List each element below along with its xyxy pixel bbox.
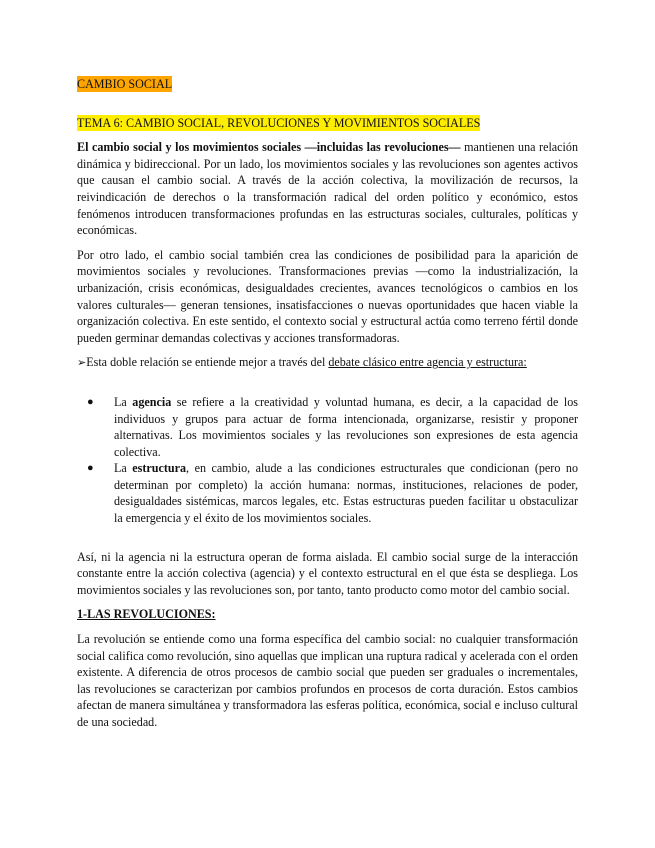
document-body: [77, 76, 578, 731]
section-1-heading: [77, 606, 578, 623]
bullet-post: , en cambio, alude a las condiciones estructurales que condicionan (pero no determinan por completo) la acción humana: normas, instituciones, relaciones de poder, desigualdades sistémicas, marcos legales, etc. Estas estructuras pueden facilitar u obstaculizar la emergencia y el éxito de los movimientos sociales.: [114, 461, 578, 526]
doc-subtitle: TEMA 6: CAMBIO SOCIAL, REVOLUCIONES Y MOVIMIENTOS SOCIALES: [77, 115, 481, 130]
bullet-icon: ●: [87, 395, 94, 408]
doc-subtitle-line: [77, 115, 578, 132]
intro-paragraph: [77, 139, 578, 239]
intro-bold-lead: El cambio social y los movimientos sociales —incluidas las revoluciones—: [77, 140, 461, 155]
bullet-pre: La: [114, 461, 133, 476]
bullet-item-agencia: [87, 394, 578, 460]
arrow-line-text: Esta doble relación se entiende mejor a través del: [86, 355, 329, 370]
doc-title-line: [77, 76, 578, 93]
section-1-body: La revolución se entiende como una forma específica del cambio social: no cualquier transformación social califica como revolución, sino aquellas que implican una ruptura radical y acelerada con el orden existente. A diferencia de otros procesos de cambio social que pueden ser graduales o incrementales, las revoluciones se caracterizan por cambios profundos en procesos de corta duración. Estos cambios afectan de manera simultánea y transformadora las esferas política, económica, social e incluso cultural de una sociedad.: [77, 632, 579, 729]
intro-rest: mantienen una relación dinámica y bidireccional. Por un lado, los movimientos sociales y las revoluciones son agentes activos que causan el cambio social. A través de la acción colectiva, la movilización de recursos, la reivindicación de derechos o la transformación radical del orden político y económico, estos fenómenos introducen transformaciones profundas en las estructuras sociales, culturales, políticas y económicas.: [77, 140, 578, 238]
bullet-bold: agencia: [132, 394, 172, 409]
bullet-icon: ●: [87, 462, 94, 475]
paragraph-3: Así, ni la agencia ni la estructura operan de forma aislada. El cambio social surge de la interacción constante entre la acción colectiva (agencia) y el contexto estructural en el que ésta se despliega. Los movimientos sociales y las revoluciones son, por tanto, tanto producto como motor del cambio social.: [77, 549, 578, 597]
paragraph-2: Por otro lado, el cambio social también crea las condiciones de posibilidad para la aparición de movimientos sociales y revoluciones. Transformaciones previas —como la industrialización, la urbanización, crisis económicas, desigualdades crecientes, avances tecnológicos o cambios en los valores culturales— generan tensiones, insatisfacciones o nuevas oportunidades que hacen viable la organización colectiva. En este sentido, el contexto social y estructural actúa como terreno fértil donde pueden germinar demandas colectivas y acciones transformadoras.: [77, 247, 578, 345]
bullet-post: se refiere a la creatividad y voluntad humana, es decir, a la capacidad de los individuos y grupos para actuar de forma intencionada, organizarse, resistir y proponer alternativas. Los movimientos sociales y las revoluciones son expresiones de esta agencia colectiva.: [114, 394, 578, 459]
debate-link-text: debate clásico entre agencia y estructura:: [328, 355, 527, 370]
section-1-heading-text: 1-LAS REVOLUCIONES:: [77, 607, 216, 622]
bullet-pre: La: [114, 394, 133, 409]
arrow-line: [77, 354, 578, 372]
bullet-list: [77, 394, 578, 527]
bullet-bold: estructura: [132, 461, 187, 476]
doc-title: CAMBIO SOCIAL: [77, 77, 173, 91]
bullet-item-estructura: [87, 460, 578, 526]
arrow-icon: ➢: [77, 356, 87, 370]
